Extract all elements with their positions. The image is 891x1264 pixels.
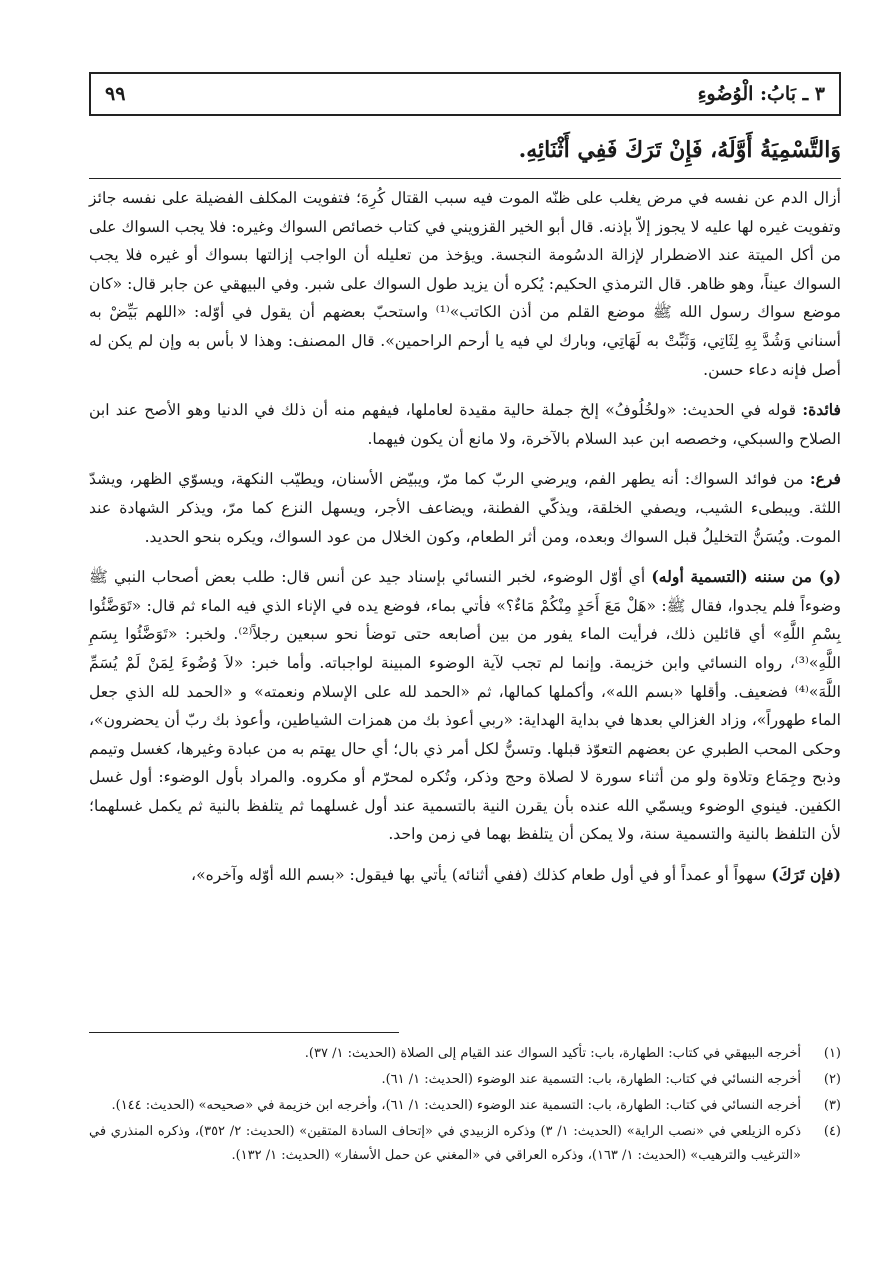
footnote-number: (٣) <box>823 1098 841 1113</box>
footnote <box>89 1120 841 1168</box>
footnote-text: أخرجه النسائي في كتاب: الطهارة، باب: التسمية عند الوضوء (الحديث: ١/ ٦١). <box>381 1072 801 1087</box>
paragraph <box>89 861 841 890</box>
paragraph <box>89 396 841 453</box>
footnote-divider <box>89 1032 399 1033</box>
commentary-body <box>89 184 841 902</box>
paragraph-text: قوله في الحديث: «ولخُلُوفُ» إلخ جملة حالية مقيدة لعاملها، فيفهم منه أن ذلك في الدنيا وهو الأصح عند ابن الصلاح والسبكي، وخصصه ابن عبد السلام بالآخرة، ولا مانع أن يكون فيهما. <box>89 401 841 448</box>
footnote <box>89 1068 841 1092</box>
paragraph-text: سهواً أو عمداً أو في أول طعام كذلك (ففي أثنائه) يأتي بها فيقول: «بسم الله أوّله وآخره»، <box>191 866 767 885</box>
matn-divider <box>89 178 841 179</box>
paragraph-lead: (و) من سننه (التسمية أوله) <box>651 567 841 587</box>
paragraph-text: أي أوّل الوضوء، لخبر النسائي بإسناد جيد عن أنس قال: طلب بعض أصحاب النبي ﷺ وضوءاً فلم يجدوا، فقال ﷺ: «هَلْ مَعَ أَحَدٍ مِنْكُمْ مَاءٌ؟» فأتي بماء، فوضع يده في الإناء الذي فيه الماء ثم قال: «تَوَضَّئُوا بِسْمِ اللَّهِ» أي قائلين ذلك، فرأيت الماء يفور من بين أصابعه حتى توضأ نحو سبعين رجلاً⁽²⁾. ولخبر: «تَوَضَّئُوا بِسَمِ اللَّهِ»⁽³⁾، رواه النسائي وابن خزيمة. وإنما لم تجب لآية الوضوء المبينة لواجباته. وأما خبر: «لاَ وُضُوءَ لِمَنْ لَمْ يُسَمِّ اللَّهَ»⁽⁴⁾ فضعيف. وأقلها «بسم الله»، وأكملها كمالها، ثم «الحمد لله على الإسلام ونعمته» و «الحمد لله الذي جعل الماء طهوراً»، وزاد الغزالي بعدها في بداية الهداية: «ربي أعوذ بك من همزات الشياطين، وأعوذ بك ربّ أن يحضرون»، وحكى المحب الطبري عن بعضهم التعوّذ قبلها. وتسنُّ لكل أمر ذي بال؛ أي حال يهتم به من عبادة وغيرها، كغسل وتيمم وذبح وجِمَاع وتلاوة ولو من أثناء سورة لا لصلاة وحج وذكر، وتُكره لمحرّم أو مكروه. والمراد بأول الوضوء: أول غسل الكفين. فينوي الوضوء ويسمّي الله عنده بأن يقرن النية بالتسمية عند أول غسلهما ثم يتلفظ بالنية ثم يكمل غسلهما؛ لأن التلفظ بالنية والتسمية سنة، ولا يمكن أن يتلفظ بهما في زمن واحد. <box>89 568 842 844</box>
paragraph-lead: (فإن تَرَكَ) <box>771 865 841 885</box>
footnote-text: ذكره الزيلعي في «نصب الراية» (الحديث: ١/ ٣) وذكره الزبيدي في «إتحاف السادة المتقين» (الحديث: ٢/ ٣٥٢)، وذكره المنذري في «الترغيب والترهيب» (الحديث: ١/ ١٦٣)، وذكره العراقي في «المغني عن حمل الأسفار» (الحديث: ١/ ١٣٢). <box>89 1124 802 1163</box>
paragraph <box>89 465 841 551</box>
paragraph-lead: فائدة: <box>802 400 841 420</box>
footnote <box>89 1042 841 1066</box>
paragraph-text: من فوائد السواك: أنه يطهر الفم، ويرضي الربّ كما مرّ، ويبيّض الأسنان، ويطيّب النكهة، ويسوّي الظهر، ويشدّ اللثة. ويبطىء الشيب، ويصفي الخلقة، ويذكّي الفطنة، ويضاعف الأجر، ويسهل النزع كما مرّ، ويذكر الشهادة عند الموت. ويُسَنُّ التخليلُ قبل السواك وبعده، ومن أثر الطعام، وكون الخلال من عود السواك، ويكره بنحو الحديد. <box>89 470 841 546</box>
footnote-number: (٢) <box>823 1072 841 1087</box>
page-header <box>89 72 841 116</box>
paragraph-text: أزال الدم عن نفسه في مرض يغلب على ظنّه الموت فيه سبب القتال كُرِهَ؛ فتفويت المكلف الفضيلة على نفسه جائز وتفويت غيره لها عليه لا يجوز إلاّ بإذنه. قال أبو الخير القزويني في كتاب خصائص السواك وغيره: فلا يجب السواك على من أكل الميتة عند الاضطرار لإزالة الدسُومة النجسة. ويؤخذ من تعليله أن الواجب إزالتها بسواك أو غيره فلا يجب السواك عيناً، وهو ظاهر. قال الترمذي الحكيم: يُكره أن يزيد طول السواك على شبر. وفي البيهقي عن جابر قال: «كان موضع سواك رسول الله ﷺ موضع القلم من أذن الكاتب»⁽¹⁾ واستحبّ بعضهم أن يقول في أوّله: «اللهم بَيِّضْ به أسناني وَشُدَّ بِهِ لِثَاتِي، وَثَبِّتْ به لَهَاتِي، وبارك لي فيه يا أرحم الراحمين». قال المصنف: وهذا لا بأس به وإن لم يكن له أصل فإنه دعاء حسن. <box>89 189 841 379</box>
footnote <box>89 1094 841 1118</box>
footnote-number: (٤) <box>823 1124 841 1139</box>
footnote-text: أخرجه البيهقي في كتاب: الطهارة، باب: تأكيد السواك عند القيام إلى الصلاة (الحديث: ١/ ٣٧). <box>304 1046 801 1061</box>
footnote-number: (١) <box>823 1046 841 1061</box>
footnote-text: أخرجه النسائي في كتاب: الطهارة، باب: التسمية عند الوضوء (الحديث: ١/ ٦١)، وأخرجه ابن خزيمة في «صحيحه» (الحديث: ١٤٤). <box>111 1098 801 1113</box>
footnotes <box>89 1042 841 1170</box>
paragraph <box>89 563 841 849</box>
paragraph-lead: فرع: <box>809 469 841 489</box>
paragraph <box>89 184 841 384</box>
chapter-title: ٣ ـ بَابُ: الْوُضُوءِ <box>697 83 825 105</box>
matn-line: وَالتَّسْمِيَةُ أَوَّلَهُ، فَإِنْ تَرَكَ فَفِي أَثْنَائِهِ. <box>518 137 841 163</box>
page-number: ٩٩ <box>105 83 126 105</box>
